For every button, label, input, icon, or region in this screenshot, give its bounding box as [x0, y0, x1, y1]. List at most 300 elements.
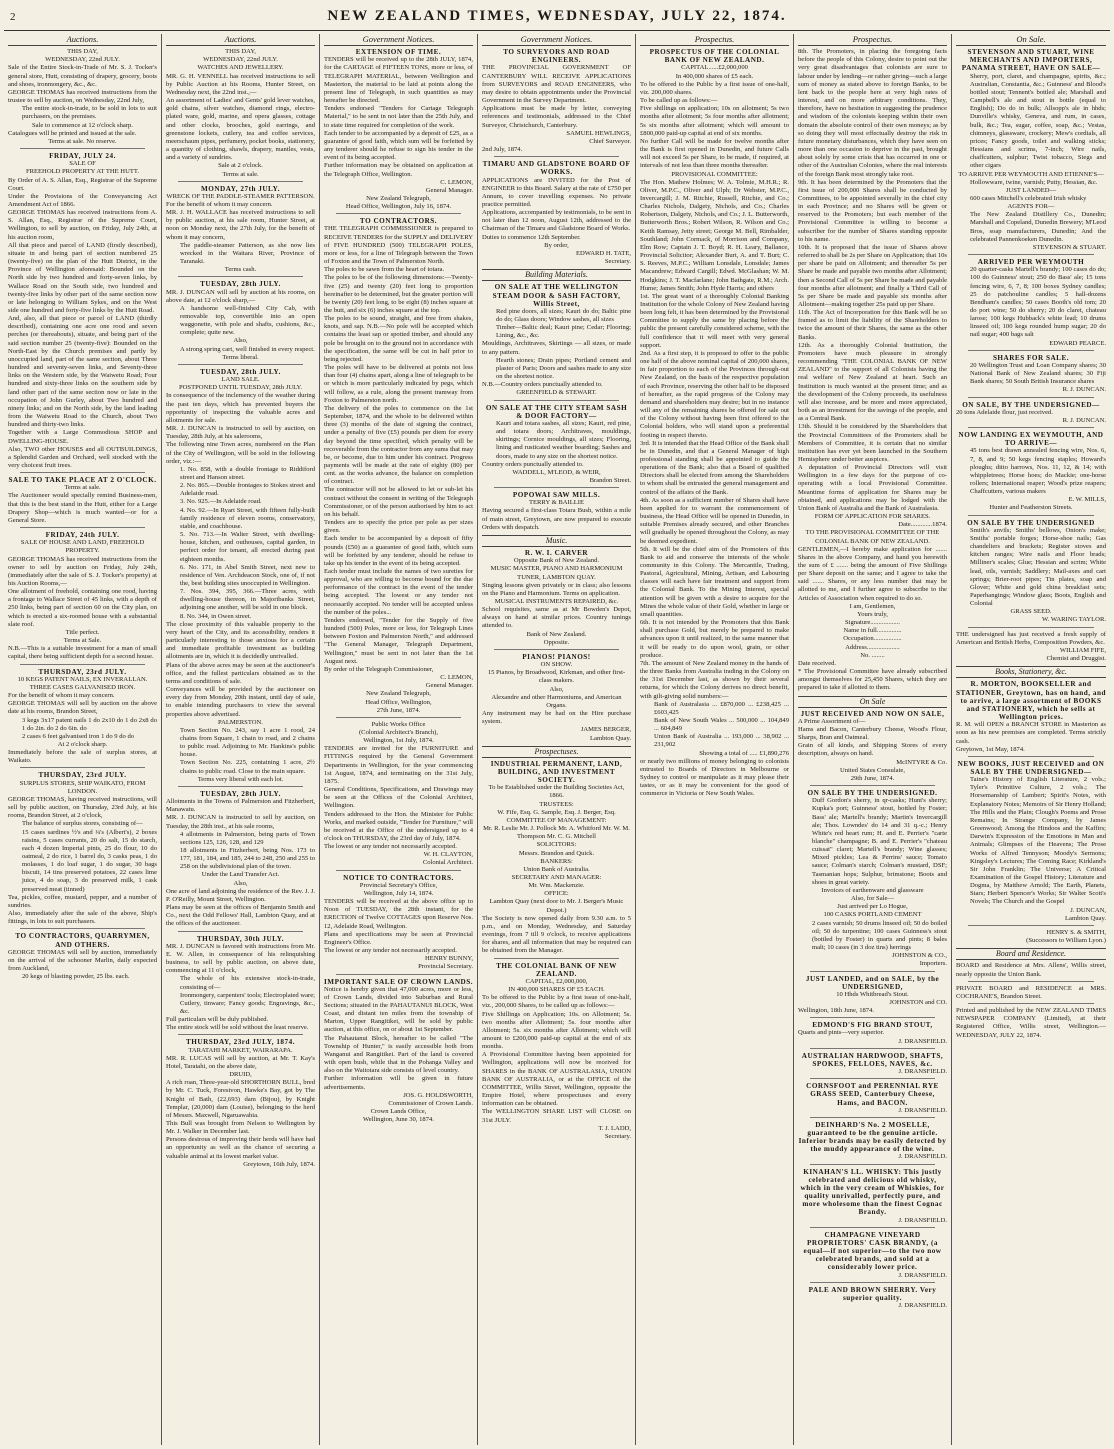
advertisement-title: R. W. I. CARVER	[524, 549, 589, 558]
advertisement-text: 2 cases varnish; 50 drums linseed oil; 50 do boiled oil; 50 do turpentine; 100 cases Guinness's stout (bottled by Foster) in quarts and pints; 8 bales malt; 10 cases (in 3 doz tins) herrings	[812, 919, 947, 952]
column-1	[4, 34, 162, 1445]
advertisement-text: HENRY BUNNY,	[425, 955, 473, 963]
advertisement-text: WEDNESDAY, 22nd JULY.	[203, 56, 278, 64]
advertisement-text: THREE CASES GALVANISED IRON.	[29, 683, 136, 691]
advertisement-text: R. J. DUNCAN.	[1062, 386, 1106, 394]
advertisement-text: Bank of New South Wales ... 500,000 ... 104,849 ... 604,849	[654, 716, 789, 733]
advertisement-text: Secretary.	[604, 1132, 631, 1140]
advertisement	[166, 790, 315, 929]
advertisement-text: And, also, all that piece or parcel of LAND (thirdly described), containing one acre one rood and seven perches (or thereabouts), situate, and being part of the said section number 25 (twenty-five): Bounded on the North-East by the Church premises and partly by unoccupied land, part of the same section, about Three hundred and seventy-seven links, and Seventy-three links on the Western side, by the Waiwetu Road; Four hundred and sixty-three links on the southern side by land other part of the same section now or late in the occupation of John Gurley, about Two hundred and ninety links; and on the North side, by the land leading from the Waiwetu Road to the Church, about Two hundred and thirty-two links.	[8, 315, 157, 429]
advertisement-text: Terms at sale.	[64, 484, 101, 492]
advertisement-text: 15 Pianos, by Broadwood, Kirkman, and other first-class makers.	[487, 669, 626, 685]
advertisement-text: Also, immediately after the sale of the above, Ship's fittings, in lots to suit purchasers.	[8, 910, 157, 926]
advertisement-text: The Auctioneer would specially remind Business-men, that this is the best stand in the Hutt, either for a Large Drapery Shop—which is much wanted—or for a General Store.	[8, 492, 157, 524]
divider	[494, 487, 619, 488]
advertisement-text: No further Call will be made for twelve months after the Bank is first opened in Dunedin, and future Calls will not exceed 5s per Share, to be made, if required, at intervals of not less than three months thereafter.	[640, 137, 789, 170]
divider	[810, 785, 935, 786]
advertisement-text: GEORGE THOMAS will sell by auction on the above date at his rooms, Brandon Street,	[8, 700, 157, 716]
advertisement-text: MR. J. DUNCAN will sell by auction at his rooms, on above date, at 12 o'clock sharp,—	[166, 288, 315, 304]
advertisement	[324, 874, 473, 972]
advertisement-text: Wellington, 18th June, 1874.	[798, 1007, 875, 1015]
advertisement-text: OFFICE:	[544, 890, 569, 898]
advertisement-text: T. J. LADD,	[598, 1124, 631, 1132]
advertisement-text: To be called up as follows:—	[640, 97, 718, 105]
advertisement-text: GEORGE THOMAS has received instructions from A. S. Allan, Esq., Registrar of the Supreme Court, Wellington, to sell by auction, on Friday, July 24th, at his auction room,	[8, 209, 157, 241]
advertisement-text: The lowest or any tender not necessarily accepted.	[324, 947, 457, 955]
advertisement-text: MR. J. DUNCAN is instructed to sell by auction, on Tuesday, the 28th inst., at his sale rooms,	[166, 814, 315, 830]
advertisement-text: JOHNSTON & CO.,	[892, 952, 947, 960]
divider	[968, 397, 1094, 398]
advertisement-text: JOS. G. HOLDSWORTH,	[403, 1091, 473, 1099]
advertisement-text: JOHNSTON and CO.	[889, 998, 947, 1006]
advertisement-text: A rich roan, Three-year-old SHORTHORN BULL, bred by Mr. C. Tuck, Forestvon, Hawke's Bay, got by The Knight of Bath, (22,693) dam (Bijou), by Knight Templar, (20,000) dam (Louise), belonging to the herd of Messrs. Maxwell, Ngaruawahia.	[166, 1079, 315, 1119]
advertisement-text: 600 cases Mitchell's celebrated Irish whisky	[970, 194, 1087, 202]
advertisement-title: SHARES FOR SALE.	[992, 353, 1070, 362]
advertisement	[482, 653, 631, 743]
advertisement-text: DRUID,	[229, 1071, 252, 1079]
advertisement-text: TO ARRIVE PER WEYMOUTH AND ETIENNE'S—	[958, 170, 1104, 178]
advertisement-text: Wellington, 1st July, 1874.	[363, 737, 434, 745]
divider	[178, 276, 303, 277]
advertisement-title: THE COLONIAL BANK OF NEW ZEALAND.	[496, 961, 617, 978]
advertisement-text: HENRY S. & SMITH,	[1046, 928, 1106, 936]
advertisement-title: KINAHAN'S LL. WHISKY: This justly celebrated and delicious old whisky, which in the very cream of Whiskies, for quality unrivalled, perfectly pure, and more wholesome than the finest Cognac Brandy.	[800, 1167, 945, 1217]
advertisement-text: Further information will be given in future advertisements.	[324, 1075, 473, 1091]
advertisement-text: Brandon Street.	[589, 476, 631, 484]
advertisement-text: Crown Lands Office,	[370, 1108, 427, 1115]
advertisement-text: 45 tons best drawn annealed fencing wire, Nos. 6, 7, 8, and 9; 50 kegs fencing staples; Howard's ploughs; ditto harrows, Nos. 11, 12, & 14; with whippletrees; Horse hoes; do Mackie; one-horse rollers; International reaper; Wood's prize reapers; Chaffcutters, various makers	[970, 447, 1106, 496]
advertisement-text: 15 cases sardines ½'s and ¼'s (Albert's), 2 boxes raisins, 5 cases currants, 20 do salt, 15 do starch, each 4 dozen Imperial pints, 25 do flour, 10 do oatmeal, 2 do rice, 1 barrel do, 3 casks peas, 1 do molasses, 1 do loaf sugar, 1 do sugar, 30 bags biscuit, 14 tins preserved potatoes, 22 cases lime juice, 4 do soap, 3 do preserved milk, 1 cask preserved meat (tinned)	[22, 828, 157, 893]
advertisement-text: Head Office, Wellington,	[365, 698, 432, 706]
advertisement	[324, 217, 473, 715]
advertisement-text: Signature..................	[845, 619, 900, 627]
advertisement-text: * The Provisional Committee have already subscribed amongst themselves for 25,450 Shares, which they are prepared to take if allotted to them.	[798, 668, 947, 692]
advertisement-text: Under the Provisions of the Conveyancing Act Amendment Act of 1866.	[8, 192, 157, 208]
advertisement-title: R. MORTON, BOOKSELLER and STATIONER, Greytown, has on hand, and to arrive, a large assortment of BOOKS and STATIONERY, which he sells at Wellington prices.	[956, 680, 1106, 722]
divider	[810, 1227, 935, 1228]
column-heading: Prospectus.	[798, 34, 947, 46]
advertisement-text: TERRY & BAILLIE	[528, 499, 585, 507]
advertisement-text: Just arrived per Lo Hogue,	[837, 903, 908, 911]
advertisement-text: Wellington, July 14, 1874.	[363, 889, 434, 897]
advertisement-text: Opposite Bank of New Zealand.	[513, 557, 600, 565]
advertisement-text: WILLIAM FIFE,	[1059, 646, 1106, 654]
advertisement-text: Together with a Large Commodious SHOP and DWELLING-HOUSE.	[8, 429, 157, 445]
advertisement-text: Showing a total of ..... £1,890,276	[699, 749, 789, 757]
advertisement-text: WEDNESDAY, 22nd JULY.	[45, 56, 120, 64]
advertisement-text: POSTPONED UNTIL TUESDAY, 28th JULY.	[178, 384, 303, 392]
advertisement-text: The WELLINGTON SHARE LIST will CLOSE on 31st JULY.	[482, 1108, 631, 1124]
divider	[178, 931, 303, 932]
advertisement-text: SALE OF	[69, 160, 96, 168]
advertisement-text: General Manager.	[425, 682, 473, 690]
advertisement-text: 5. No. 713.—In Walter Street, with dwelling-house, kitchen, and outhouses, capital garden, in perfect order for tenant, all erected during past eighteen months.	[180, 531, 315, 563]
advertisement	[482, 48, 631, 154]
advertisement-text: Date.............1874.	[898, 521, 947, 529]
advertisement-text: 9th. It has been determined by the Promoters that the first issue of 200,000 Shares shall be conducted by Committees, to be appointed severally in the chief city in each Province; and no Shares will be given or reserved to the Promoters; but each member of the Provisional Committee is willing to become a subscriber for the number of Shares standing opposite to his name.	[798, 178, 947, 243]
divider	[336, 870, 461, 871]
advertisement-text: Commissioner of Crown Lands.	[388, 1099, 473, 1107]
advertisement-text: TRUSTEES:	[539, 800, 574, 808]
advertisement-text: Terms liberal.	[222, 353, 259, 361]
advertisement-text: The New Zealand Distillery Co., Dunedin; Marshall and Copeland, Dunedin Brewery; M'Leod Bros, soap manufacturers, Dunedin; And the celebrated Pannenkoeken Dunedin.	[970, 211, 1106, 243]
advertisement-text: Terms cash.	[224, 266, 257, 274]
advertisement-text: IN 400,000 SHARES OF £5 EACH.	[508, 986, 605, 994]
advertisement-title: TUESDAY, 28th JULY.	[200, 280, 281, 289]
advertisement-title: ON SALE AT THE CITY STEAM SASH & DOOR FACTORY—	[485, 403, 628, 420]
advertisement-text: WRECK OF THE PADDLE-STEAMER PATTERSON.	[166, 192, 315, 200]
advertisement-text: J. DRANSFIELD.	[898, 1037, 947, 1045]
advertisement-text: A strong spring cart, well finished in every respect.	[180, 345, 315, 353]
advertisement-title: ON SALE AT THE WELLINGTON STEAM DOOR & SASH FACTORY, Willis Street,	[492, 283, 621, 308]
advertisement-title: THURSDAY, 23rd JULY.	[38, 771, 127, 780]
advertisement-text: All that piece and parcel of LAND (firstly described), situate in and being part of section numbered 25 (twenty-five) on the plan of the Hutt District, in the Province of Wellington aforesaid: Bounded on the North side by two hundred and forty-seven links, by Wallace Road on the South side, two hundred and twenty-five links by other part of the same section now or late belonging to William Sykes, and on the West side one hundred and forty-five links by the Hutt Road.	[8, 241, 157, 314]
advertisement-title: PALE AND BROWN SHERRY. Very superior quality.	[808, 1285, 937, 1302]
advertisement-text: J. DRANSFIELD.	[898, 1271, 947, 1279]
advertisement-title: FRIDAY, 24th JULY.	[45, 531, 120, 540]
advertisement-text: Mr. R. Leslie Mr. J. Pollock Mr. A. Whitford Mr. W. M. Thompson Mr. C. G. Mitchell	[483, 825, 630, 841]
advertisement-text: 12th. As a thoroughly Colonial Institution, the Promoters have much pleasure in strongly recommending "THE COLONIAL BANK OF NEW ZEALAND" to the support of all Colonists having the real welfare of New Zealand at heart. Such an Institution is much wanted at the present time; and as the development of the Colony proceeds, its usefulness will also increase, and be more and more appreciated, both as an investment for the savings of the people, and as a Central Bank.	[798, 341, 947, 423]
advertisement-title: TUESDAY, 28th JULY.	[200, 367, 281, 376]
advertisement-text: Having secured a first-class Totara Bush, within a mile of main street, Greytown, are now prepared to execute Orders with despatch.	[482, 507, 631, 531]
advertisement	[482, 549, 631, 647]
advertisement	[8, 531, 157, 662]
advertisement-title: TUESDAY, 28th JULY.	[200, 789, 281, 798]
advertisement-text: N.B.—This is a suitable investment for a man of small capital, there being sufficient depth for a second house.	[8, 645, 157, 661]
divider	[968, 1003, 1094, 1004]
advertisement	[798, 1121, 947, 1162]
advertisement-text: N.B.—Country orders punctually attended to.	[482, 381, 603, 389]
advertisement-text: 2 cases 6 feet galvanised iron 1 do 9 do do	[22, 732, 135, 740]
advertisement-text: 10 KEGS PATENT NAILS, EX INVERALLAN.	[17, 675, 148, 683]
advertisement-text: CAPITAL, £2,000,000,	[525, 977, 588, 985]
advertisement-text: Plans and specifications may be seen at Provincial Engineer's Office.	[324, 930, 473, 946]
advertisement-text: By Order of A. S. Allan, Esq., Registrar of the Supreme Court.	[8, 176, 157, 192]
advertisement-title: AUSTRALIAN HARDWOOD, SHAFTS, SPOKES, FELLOES, NAVES, &c.	[801, 1051, 944, 1068]
advertisement-text: 4th. As soon as a sufficient number of Shares shall have been applied for to warrant the commencement of business, the Head Office will be opened in Dunedin, in suitable Premises already secured, and other Branches will gradually be opened throughout the Colony, as may be deemed expedient.	[640, 496, 789, 545]
advertisement-text: GENTLEMEN,—I hereby make application for ....... Shares in the above Company, and hand you herewith the sum of £ ....... being the amount of Five Shillings per Share deposit on the same; and I agree to take the said ....... Shares, or any less number that may be allotted to me, and I further agree to subscribe to the Articles of Association when required to do so.	[798, 545, 947, 602]
advertisement-text: The delivery of the poles to commence on the 1st September, 1874, and the whole to be delivered within three (3) months of the date of signing the contract, under a penalty of five (£5) pounds per diem for every day beyond the time specified, which penalty will be recoverable from the contractor from any sums that may be, or become, due to him under his contract. Progress payments will be made at the rate of eighty (80) per cent. as the works advance, the balance on completion of contract.	[324, 404, 473, 486]
advertisement-text: C. LEMON,	[440, 674, 473, 682]
advertisement-text: Importers.	[919, 960, 947, 968]
advertisement-text: Messrs. Brandon and Quick.	[518, 849, 595, 857]
advertisement	[798, 1231, 947, 1280]
advertisement-title: MONDAY, 27th JULY.	[200, 184, 281, 193]
advertisement-text: APPLICATIONS are INVITED for the Post of ENGINEER to this Board. Salary at the rate of £750 per Annum, to cover travelling expenses. No private practice permitted.	[482, 176, 631, 208]
advertisement-text: Tenders endorsed "Tenders for Cartage Telegraph Material," to be sent in not later than the 25th July, and to state time required for completion of the work.	[324, 105, 473, 129]
advertisement-text: In 400,000 shares of £5 each.	[675, 72, 754, 80]
advertisement-text: J. DRANSFIELD.	[898, 1301, 947, 1309]
advertisement-text: Smith's anvils; Smiths' bellows, Onion's make; Smiths' portable forges; Horse-shoe nails; Gas chandeliers and brackets; Register stoves and kitchen ranges; Wire nails and Floor brads; Milliner's scales; Glue; Hessian and scrim; White lead, oils, varnish; Saddlery; Mail-axes and cart springs; Brier-root pipes; Tin plates, soap and Glover; White and gold china breakfast sets; Paperhangings; Window glass; Boots, English and Colonial	[970, 526, 1106, 608]
advertisement-text: JAMES BERGER,	[580, 726, 631, 734]
advertisement	[956, 929, 1106, 945]
advertisement-text: (Successors to William Lyon.)	[1026, 937, 1106, 945]
advertisement-text: Persons desirous of improving their herds will have had an opportunity as well as the chance of securing a valuable animal at its lowest market value.	[166, 1136, 315, 1160]
divider	[810, 971, 935, 972]
advertisement-text: 3rd. It is intended that the Head Office of the Bank shall be in Dunedin, and that a General Manager of high professional standing shall be appointed to guide the operations of the Bank; also that a Board of qualified Directors shall be elected from among the Shareholders to whom shall be entrusted the general management and control of the affairs of the Bank.	[640, 439, 789, 496]
advertisement-text: BOARD and Residence at Mrs. Allens', Willis street, nearly opposite the Union Bank.	[956, 962, 1106, 978]
advertisement-text: 3. No. 925.—In Adelaide road.	[180, 498, 262, 506]
advertisement-text: Lambton Quay (next door to Mr. J. Berger's Music Depot.)	[489, 898, 624, 914]
advertisement-title: TO CONTRACTORS, QUARRYMEN, AND OTHERS.	[15, 932, 150, 949]
advertisement-text: 4. No. 92.—In Ryart Street, with fifteen fully-built family residence of eleven rooms, conservatory, stable, and coachhouse.	[180, 506, 315, 530]
advertisement	[8, 668, 157, 766]
advertisement-text: Sherry, port, claret, and champagne, spirits, &c.; Australian, Constantia, &c.; Guinness' and Blood's bottled stout; Tennent's bottled ale; Marshall and Campbell's ale and stout in bottle (equal to English); Do do in bulk; Allsopp's ale in hhds; Dunville's whisky, Geneva, and rum, in cases, bulk, &c.; Tea, sugar, coffee, soap, &c.; Vestas, chimneys, glassware, crockery; Mew's cordials, all prices; Fancy goods, toilet and walking sticks; Hessians and scrims, 7-inch; Wire nails, chaffcutters, sulphur; Twist tobacco, Siegs and other cigars	[970, 72, 1106, 170]
advertisement	[482, 160, 631, 266]
advertisement	[166, 368, 315, 784]
advertisement-title: CORNSFOOT and PERENNIAL RYE GRASS SEED, Canterbury Cheese, Hams, and BACON.	[806, 1082, 939, 1107]
advertisement-text: FREEHOLD PROPERTY AT THE HUTT.	[25, 168, 140, 176]
page-number: 2	[10, 11, 16, 23]
advertisement-text: MR. R. LUCAS will sell by auction, at Mr. T. Kay's Hotel, Taratahi, on the above date,	[166, 1054, 315, 1070]
advertisement-text: 1st. The great want of a thoroughly Colonial Banking Institution for the whole Colony of New Zealand having been long felt, it has been determined by the Provisional Committee to supply the same by placing before the public the present carefully considered scheme, with the full confidence that it will meet with very general support.	[640, 292, 789, 349]
divider	[810, 1017, 935, 1018]
advertisement-text: The Pahautanui Block, hereafter to be called "The Township of Hunter," is easily accessible both from Wanganui and Rangitikei. Part of the land is covered with open bush, while that in the Pohanga Valley and also on the Waitotara side consists of level country.	[324, 1034, 473, 1075]
advertisement-text: Provincial Secretary.	[418, 963, 473, 971]
advertisement-text: Provincial Secretary's Office,	[359, 881, 438, 889]
advertisement-text: 20 Wellington Trust and Loan Company shares; 30 National Bank of New Zealand shares; 30 Fiji Bank shares; 50 South British Insurance shares	[970, 361, 1106, 386]
advertisement-text: Town Section No. 243, say 1 acre 1 rood, 24 chains from Square, 1 chain to road, and 2 chains to public road. Adjoining to Mr. Hankins's public house.	[180, 726, 315, 759]
divider	[968, 350, 1094, 351]
advertisement-text: Alexandre and other Harmoniums, and American Organs.	[491, 693, 622, 709]
divider	[20, 767, 145, 768]
advertisement-text: Taine's History of English Literature, 2 vols.; Tyler's Primitive Culture, 2 vols.; The Horsemanship of Lambert; Spirit's Notes, with Explanatory Notes; Memoirs of Sir Henry Holland; The Hills and the Plain; Clough's Poems and Prose Remains; In Strange Company, by James Greenwood; Among the Hindoos and the Kaffirs; Darwin's Expression of the Emotions in Man and Animals; Glimpses of the Heavens; The Prose Works of Alfred Tennyson; Moody's Sermons; Kingsley's Lectures; The Coming Race; Kirkland's Sir John Franklin; The Universe; A Critical Examination of the Gospel History; Literature and Dogma, by Matthew Arnold; The Earth, Planets, Stars; Herbert Spencer's Works; Sir Walter Scott's Novels; The Church and the Gospel	[970, 776, 1106, 906]
advertisement	[956, 354, 1106, 395]
advertisement-text: STEVENSON & STUART.	[1032, 243, 1106, 251]
advertisement-text: Red pine doors, all sizes; Kauri do do; Baltic pine do do; Glass doors; Window sashes, all sizes	[496, 307, 631, 323]
column-4	[478, 34, 636, 1445]
advertisement	[166, 280, 315, 362]
advertisement-text: Hunter and Featherston Streets.	[989, 504, 1073, 512]
advertisement	[8, 476, 157, 525]
advertisement-text: Sale of the Entire Stock-in-Trade of Mr. S. J. Tocker's general store, Hutt, consisting of drapery, grocery, boots and shoes, ironmongery, &c., &c.	[8, 64, 157, 88]
advertisement-text: GEORGE THOMAS has received instructions from the owner to sell by auction on Friday, July 24th, (immediately after the sale of S. J. Tocker's property) at his Auction Rooms,—	[8, 555, 157, 587]
divider	[494, 649, 619, 650]
advertisement-text: For the benefit of whom it may concern.	[166, 200, 273, 208]
advertisement-text: Lambton Quay.	[590, 734, 631, 742]
advertisement	[956, 258, 1106, 348]
advertisement-title: TIMARU AND GLADSTONE BOARD OF WORKS.	[482, 160, 631, 177]
advertisement-text: A Provisional Committee having been appointed for Wellington, applications will now be received for SHARES in the BANK OF AUSTRALASIA, UNION BANK OF AUSTRALIA, or at the OFFICE of the COMMITTEE, Willis Street, Wellington, opposite the Empire Hotel, where prospectuses and every information can be obtained.	[482, 1051, 631, 1108]
advertisement-text: By order,	[544, 241, 569, 249]
advertisement-text: Mouldings, Architraves, Skirtings — all sizes, or made to any pattern.	[482, 340, 631, 356]
advertisement-text: Duties to commence 12th September.	[482, 233, 581, 241]
advertisement	[956, 962, 1106, 978]
advertisement-text: This Bull was brought from Nelson to Wellington by Mr. J. Walker in December last.	[166, 1120, 315, 1136]
divider	[494, 958, 619, 959]
advertisement-text: Union Bank of Australia.	[523, 865, 590, 873]
advertisement-text: WADDELL, M'LEOD, & WEIR,	[512, 468, 601, 476]
advertisement-text: The Society is now opened daily from 9.30 a.m. to 5 p.m., and on Monday, Wednesday, and Saturday evenings, from 7 till 9 o'clock, to receive applications for shares, and all information that may be required can be obtained from the Manager.	[482, 914, 631, 955]
advertisement-text: Hollowware, twine, varnish; Putty, Hessian, &c.	[970, 178, 1098, 186]
advertisement-text: 18 allotments in Fitzherbert, being Nos. 173 to 177, 181, 184, and 185, 244 to 248, 250 and 255 to 258 on the subdivisional plan of the town.	[180, 847, 315, 871]
advertisement-text: TENDERS will be received at the above office up to Noon of TUESDAY, the 28th instant, for the ERECTION of Twelve COTTAGES upon Reserve Nos. 12, Adelaide Road, Wellington.	[324, 898, 473, 930]
advertisement-text: TENDERS are invited for the FURNITURE and FITTINGS required by the General Government Departments in Wellington, for the year commencing 1st August, 1874, and terminating on the 31st July, 1875.	[324, 745, 473, 785]
advertisement-text: W. WARING TAYLOR.	[1042, 616, 1106, 624]
advertisement	[482, 491, 631, 532]
advertisement-text: GEORGE THOMAS has received instructions from the trustee to sell by auction, on Wednesday, 22nd July,	[8, 88, 157, 105]
divider	[20, 472, 145, 473]
advertisement	[8, 48, 157, 146]
advertisement	[956, 760, 1106, 923]
column-heading: Prospectus.	[640, 34, 789, 46]
advertisement	[324, 721, 473, 868]
advertisement-title: EXTENSION OF TIME.	[355, 48, 442, 57]
advertisement-text: To be offered to the Public by a first issue of one-half, viz., 200,000 Shares, to be called up as follows:—	[482, 994, 631, 1010]
advertisement-text: Also,	[233, 879, 248, 887]
divider	[968, 254, 1094, 255]
advertisement	[166, 185, 315, 275]
advertisement	[166, 48, 315, 179]
advertisement	[956, 401, 1106, 425]
section-heading: On Sale	[798, 696, 947, 708]
advertisement	[8, 152, 157, 470]
advertisement-text: Allotments in the Towns of Palmerston and Fitzherbert, Manawatu.	[166, 798, 315, 814]
advertisement-text: 29th June, 1874.	[850, 774, 895, 782]
advertisement-text: GREENFIELD & STEWART.	[516, 389, 597, 397]
advertisement-title: NOW LANDING EX WEYMOUTH, AND TO ARRIVE—	[958, 431, 1104, 448]
advertisement-title: NEW BOOKS, JUST RECEIVED and ON SALE BY THE UNDERSIGNED—	[957, 759, 1105, 776]
divider	[810, 1048, 935, 1049]
advertisement-text: TO THE PROVISIONAL COMMITTEE OF THE COLONIAL BANK OF NEW ZEALAND.	[805, 529, 940, 545]
advertisement-text: BANKERS:	[540, 857, 573, 865]
advertisement-text: LAND SALE.	[221, 376, 260, 384]
advertisement-title: PROSPECTUS OF THE COLONIAL BANK OF NEW ZEALAND.	[649, 48, 780, 65]
advertisement-text: Hearth stones; Drain pipes; Portland cement and plaster of Paris; Doors and sashes made to any size on the shortest notice.	[496, 356, 631, 381]
advertisement-text: Terms at Sale.	[63, 637, 102, 645]
advertisement-title: INDUSTRIAL PERMANENT, LAND, BUILDING, AND INVESTMENT SOCIETY.	[490, 759, 623, 785]
advertisement-text: Notice is hereby given that 47,000 acres, more or less, of Crown Lands, divided into Suburban and Rural Sections; situated in the PAHAUTANUI BLOCK, West Coast, and distant ten miles from the township of Marton, Upper Rangitikei, will be sold by public auction, at this office, on or about 1st September.	[324, 985, 473, 1034]
advertisement-title: JUST RECEIVED AND NOW ON SALE,	[800, 709, 945, 718]
divider	[336, 974, 461, 975]
advertisement-text: 2. No. 865.—Double frontages to Stokes street and Adelaide road.	[180, 482, 315, 498]
advertisement-text: Terms very liberal with each lot.	[197, 775, 284, 783]
advertisement-text: SURPLUS STORES, SHIP WAIKATO, FROM LONDON.	[19, 779, 146, 795]
advertisement-text: Terms at sale. No reserve.	[48, 137, 117, 145]
advertisement	[324, 978, 473, 1125]
advertisement-text: The poles to be sound, straight, and free from shakes, knots, and sap. N.B.—No pole will be accepted which contains the least sap or spotted timber, and should any pole be brought on to the ground not in accordance with the specification, the same will be cut in half prior to being rejected.	[324, 315, 473, 363]
advertisement-text: Bank of Australasia ... £870,000 ... £238,425 ... £603,425	[654, 700, 789, 716]
advertisement-title: ON SALE, BY THE UNDERSIGNED—	[962, 400, 1100, 409]
advertisement-text: GRASS SEED.	[1010, 608, 1052, 616]
advertisement-text: For the benefit of whom it may concern.	[8, 692, 115, 700]
advertisement-text: MR. J. DUNCAN is favored with instructions from Mr. E. W. Allen, in consequence of his relinquishing business, to sell by public auction, on above date, commencing at 11 o'clock,	[166, 942, 315, 975]
advertisement-text: R. J. DUNCAN.	[1062, 416, 1106, 424]
advertisement-title: PIANOS! PIANOS!	[522, 652, 591, 661]
advertisement-text: EDWARD PEARCE.	[1049, 339, 1106, 347]
advertisement-text: 7th. The amount of New Zealand money in the hands of the three Banks from Australia trading in the Colony on the 31st December last, as shown by their several returns, for which the Colony derives no direct benefit, with gilt-giving solid numbers:—	[640, 659, 789, 700]
advertisement-text: Timber—Baltic deal; Kauri pine; Cedar; Flooring; Lining, &c., &c.	[496, 324, 631, 340]
advertisement-text: MR. J. H. WALLACE has received instructions to sell by public auction, at his sale room, Hunter Street, at noon on Monday next, the 27th July, for the benefit of whom it may concern,	[166, 209, 315, 241]
advertisement-text: J. DRANSFIELD.	[898, 1106, 947, 1114]
divider	[178, 786, 303, 787]
advertisement-text: A deputation of Provincial Directors will visit Wellington in a few days for the purpose of co-operating with a local Provisional Committee. Meantime forms of application for Shares may be obtained, and applications may be lodged with the Union Bank of Australia and the Bank of Australasia.	[798, 464, 947, 512]
advertisement-text: Tea, pickles, coffee, mustard, pepper, and a number of sundries.	[8, 893, 157, 909]
advertisement-text: Yours truly,	[857, 610, 888, 618]
advertisement-text: Occupation.................	[843, 635, 902, 643]
advertisement-text: Immediately before the sale of surplus stores, at Waikato.	[8, 749, 157, 765]
advertisement-text: Under the Land Transfer Act.	[201, 871, 280, 879]
advertisement-text: Kauri and totara sashes, all sizes; Kauri, red pine, and totara doors; Architraves, mouldings, skirtings; Cornice mouldings, all sizes; Flooring, lining and rusticated weather boarding; Sashes and doors, made to any size on the shortest notice.	[496, 419, 631, 460]
advertisement	[956, 1007, 1106, 1040]
advertisement	[956, 631, 1106, 664]
advertisement-text: Greytown, 16th July, 1874.	[243, 1160, 315, 1168]
advertisement-text: Each tender must include the names of two sureties for approval, who are willing to become bound for the due performance of the contract in the event of the tender being accepted. The lowest or any tender not necessarily accepted. No tender will be accepted unless the number of the poles...	[324, 568, 473, 616]
advertisement-text: The lowest or any tender not necessarily accepted.	[324, 843, 457, 851]
column-2	[162, 34, 320, 1445]
advertisement-text: J. DUNCAN,	[1070, 906, 1106, 914]
advertisement-text: SECRETARY AND MANAGER:	[511, 874, 602, 881]
advertisement	[482, 283, 631, 397]
advertisement-text: One allotment of freehold, containing one rood, having a frontage to Wallace Street of 45 links, with a depth of 250 links, being part of section 60 on the City plan, on which is erected a six-roomed house with a substantial slate roof.	[8, 588, 157, 628]
advertisement-text: ON SHOW.	[540, 661, 573, 669]
advertisement-text: 20 kegs of blasting powder, 25 lbs. each.	[22, 973, 130, 981]
advertisement-text: 6. No. 171, in Abel Smith Street, next new to residence of Ven. Archdeacon Stock, one of, if not the, best building sites unoccupied in Wellington.	[180, 563, 315, 587]
advertisement-text: No. ........	[860, 651, 885, 659]
advertisement-text: THE undersigned has just received a fresh supply of American and British Herbs, Composition Powders, &c.	[956, 630, 1106, 646]
divider	[810, 1117, 935, 1118]
advertisement-text: Also,	[233, 337, 248, 345]
advertisement	[166, 1038, 315, 1169]
advertisement-text: MUSICAL INSTRUMENTS REPAIRED, &c.	[494, 598, 619, 605]
advertisement-title: ON SALE BY THE UNDERSIGNED	[967, 518, 1095, 527]
advertisement-text: 20 quarter-casks Martell's brandy; 100 cases do do; 100 do Guinness' stout; 250 do Bass' ale; 15 tons fencing wire, 6, 7, 8; 100 boxes Sydney candles; 25 do patchouline candles; 5 hall-dozens Bendham's candles; 50 cases Booth's old tom; 20 do port wine; 50 do sherry; 20 do claret, chateau larose; 100 kegs Hubback's white lead; 10 drums linseed oil; 100 kegs rounded hump sugar; 20 do nail sugar; 400 bags salt	[970, 266, 1106, 339]
advertisement-title: CHAMPAGNE VINEYARD PROPRIETORS' CASK BRANDY, (a equal—if not superior—to the two now celebrated brands, and sold at a considerably lower price.	[803, 1230, 942, 1272]
advertisement-text: Chief Surveyor.	[589, 137, 631, 145]
advertisement-text: 13th. Should it be considered by the Shareholders that the Provincial Committees of the Promoters shall be Members of Committee, it is certain that no similar institution has ever yet been launched in the Southern Hemisphere under better auspices.	[798, 423, 947, 463]
advertisement-text: PROVISIONAL COMMITTEE:	[671, 170, 758, 178]
advertisement-text: J. DRANSFIELD.	[898, 1068, 947, 1076]
advertisement-text: 8. No. 344, in Owen street.	[180, 612, 252, 620]
advertisement-title: FRIDAY, JULY 24.	[49, 152, 116, 161]
column-7	[952, 34, 1110, 1445]
advertisement-text: Catalogues will be printed and issued at the sale.	[8, 129, 137, 137]
advertisement-text: The paddle-steamer Patterson, as she now lies wrecked in the Waitara River, Province of Taranaki.	[180, 241, 315, 266]
advertisement-text: Lambton Quay.	[1065, 914, 1106, 922]
advertisement-text: General Manager.	[425, 186, 473, 194]
advertisement-text: Grain of all kinds, and Shipping Stores of every description, always on hand.	[798, 742, 947, 758]
advertisement-text: The poles to be of the following dimensions:—Twenty-five (25) and twenty (20) feet long to proportion hereinafter to be determined, but the greater portion will be twenty (20) feet long, to be eight (8) inches square at the butt, and six (6) inches square at the top.	[324, 274, 473, 314]
advertisement-text: Date received.	[798, 659, 837, 667]
advertisement-title: JUST LANDED, and on SALE, by the UNDERSIGNED,	[805, 974, 940, 991]
advertisement-text: Opposite.	[543, 638, 570, 646]
advertisement-text: By order of the Telegraph Commissioner,	[324, 665, 434, 673]
advertisement	[324, 48, 473, 211]
advertisement-text: Bank of New Zealand.	[526, 630, 587, 638]
advertisement-text: GEORGE THOMAS, having received instructions, will sell by public auction, on Thursday, 23rd July, at his rooms, Brandon Street, at 2 o'clock,	[8, 795, 157, 820]
advertisement-text: Singing lessons given privately or in class; also lessons on the Piano and Harmonium. Terms on application.	[482, 581, 631, 597]
advertisement-text: Plans of the above acres may be seen at the auctioneer's office, and the fullest particulars obtained as to the terms and conditions of sale.	[166, 661, 315, 685]
advertisement	[8, 771, 157, 926]
advertisement-text: W. Fife, Esq. G. Sample, Esq. J. Berger, Esq.	[497, 808, 616, 816]
column-5	[636, 34, 794, 1445]
advertisement-text: Ironmongery, carpenters' tools; Electroplated ware; Cutlery, tinware; Fancy goods; Engravings, &c., &c.	[180, 991, 315, 1015]
advertisement-text: Country orders punctually attended to.	[482, 460, 584, 468]
advertisement-text: Further information may be obtained on application at the Telegraph Office, Wellington.	[324, 162, 473, 178]
advertisement-text: The entire stock-in-trade, to be sold in lots to suit purchasers, on the premises.	[22, 105, 157, 121]
advertisement	[798, 789, 947, 968]
advertisement	[956, 431, 1106, 513]
advertisement	[166, 935, 315, 1033]
divider	[968, 515, 1094, 516]
advertisement-text: Sale to commence at 12 o'clock sharp.	[32, 121, 133, 129]
advertisement-text: Secretary.	[604, 258, 631, 266]
advertisement-text: Also, TWO other HOUSES and all OUTBUILDINGS, a Splendid Garden and Orchard, well stocked with the very choicest fruit trees.	[8, 445, 157, 469]
advertisement-text: Colonial Architect.	[422, 859, 473, 867]
advertisement-text: McINTYRE & Co.	[896, 758, 947, 766]
advertisement-text: (Colonial Architect's Branch),	[358, 728, 438, 736]
advertisement-text: 10th. It is proposed that the issue of Shares above referred to shall be 2s per Share on Application; that 10s per share be paid on Allotment; and thereafter 5s per Share be made and payable two months after Allotment; then a Second Call of 5s per Share be made and payable four months after allotment; and finally a Third Call of 5s per Share be made and payable six months after Allotment—making together 25s paid up per Share.	[798, 243, 947, 308]
